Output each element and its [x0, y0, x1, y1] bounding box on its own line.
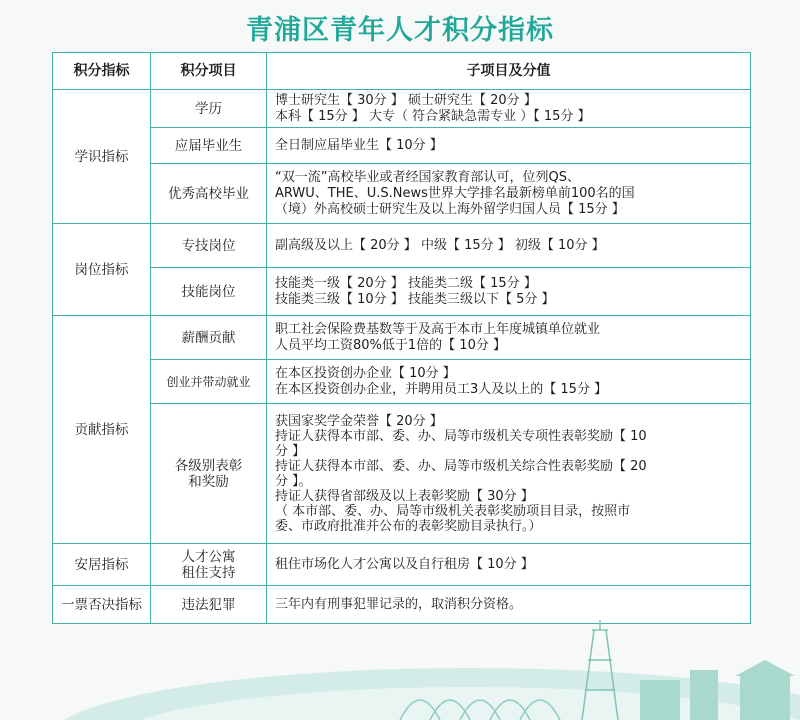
detail-degree — [267, 90, 751, 128]
table-row — [53, 164, 751, 224]
table-row — [53, 404, 751, 544]
detail-line: 技能类一级【 20分 】 技能类二级【 15分 】 — [275, 275, 537, 291]
detail-line: 副高级及以上【 20分 】 中级【 15分 】 初级【 10分 】 — [275, 237, 605, 253]
table-row — [53, 224, 751, 268]
detail-line: 本科【 15分 】 大专（ 符合紧缺急需专业 ）【 15分 】 — [275, 108, 591, 124]
header-subitem: 子项目及分值 — [267, 53, 751, 90]
category-education: 学识指标 — [53, 90, 151, 224]
table-row — [53, 360, 751, 404]
detail-line: 在本区投资创办企业【 10分 】 — [275, 365, 456, 381]
detail-line: （境）外高校硕士研究生及以上海外留学归国人员【 15分 】 — [275, 201, 625, 217]
detail-line: 技能类三级【 10分 】 技能类三级以下【 5分 】 — [275, 291, 555, 307]
detail-line: 三年内有刑事犯罪记录的，取消积分资格。 — [275, 596, 523, 612]
table-header-row — [53, 53, 751, 90]
skyline-buildings — [640, 660, 795, 720]
detail-skilled — [267, 268, 751, 316]
item-degree: 学历 — [151, 90, 267, 128]
item-housing-line2: 租住支持 — [181, 564, 236, 581]
item-awards — [151, 404, 267, 544]
item-fresh-grad: 应届毕业生 — [151, 128, 267, 164]
detail-line: ARWU、THE、U.S.News世界大学排名最新榜单前100名的国 — [275, 185, 635, 201]
detail-line: 获国家奖学金荣誉【 20分 】 — [275, 413, 443, 429]
category-housing: 安居指标 — [53, 544, 151, 586]
table-row — [53, 268, 751, 316]
item-housing — [151, 544, 267, 586]
detail-entrepreneurship — [267, 360, 751, 404]
detail-line: （ 本市部、委、办、局等市级机关表彰奖励项目目录，按照市 — [275, 503, 631, 519]
page-title: 青浦区青年人才积分指标 — [246, 15, 554, 46]
detail-fresh-grad — [267, 128, 751, 164]
detail-awards — [267, 404, 751, 544]
item-veto: 违法犯罪 — [151, 586, 267, 624]
table-row — [53, 316, 751, 360]
table-row — [53, 544, 751, 586]
item-salary: 薪酬贡献 — [151, 316, 267, 360]
item-professional: 专技岗位 — [151, 224, 267, 268]
table-row — [53, 128, 751, 164]
detail-line: 博士研究生【 30分 】 硕士研究生【 20分 】 — [275, 92, 537, 108]
item-entrepreneurship: 创业并带动就业 — [151, 360, 267, 404]
detail-line: 全日制应届毕业生【 10分 】 — [275, 137, 443, 153]
detail-line: 持证人获得本市部、委、办、局等市级机关综合性表彰奖励【 20 — [275, 458, 647, 474]
detail-line: 人员平均工资80%低于1倍的【 10分 】 — [275, 337, 506, 353]
table-row — [53, 90, 751, 128]
detail-veto — [267, 586, 751, 624]
detail-line: 租住市场化人才公寓以及自行租房【 10分 】 — [275, 556, 534, 572]
category-position: 岗位指标 — [53, 224, 151, 316]
detail-line: 分 】。 — [275, 473, 312, 489]
detail-line: 委、市政府批准并公布的表彰奖励目录执行。） — [275, 518, 542, 534]
detail-line: “双一流”高校毕业或者经国家教育部认可，位列QS、 — [275, 169, 580, 185]
item-awards-line1: 各级别表彰 — [174, 457, 243, 474]
header-indicator: 积分指标 — [53, 53, 151, 90]
item-top-university: 优秀高校毕业 — [151, 164, 267, 224]
item-skilled: 技能岗位 — [151, 268, 267, 316]
city-skyline-illustration — [0, 620, 800, 720]
detail-line: 持证人获得本市部、委、办、局等市级机关专项性表彰奖励【 10 — [275, 428, 647, 444]
item-awards-line2: 和奖励 — [188, 473, 229, 490]
detail-line: 持证人获得省部级及以上表彰奖励【 30分 】 — [275, 488, 534, 504]
category-veto: 一票否决指标 — [53, 586, 151, 624]
category-contribution: 贡献指标 — [53, 316, 151, 544]
detail-line: 在本区投资创办企业，并聘用员工3人及以上的【 15分 】 — [275, 381, 608, 397]
table-row — [53, 586, 751, 624]
points-table — [52, 52, 751, 624]
detail-top-university — [267, 164, 751, 224]
detail-line: 职工社会保险费基数等于及高于本市上年度城镇单位就业 — [275, 321, 601, 337]
detail-housing — [267, 544, 751, 586]
detail-line: 分 】 — [275, 443, 306, 459]
item-housing-line1: 人才公寓 — [181, 548, 236, 565]
detail-salary — [267, 316, 751, 360]
detail-professional — [267, 224, 751, 268]
header-item: 积分项目 — [151, 53, 267, 90]
